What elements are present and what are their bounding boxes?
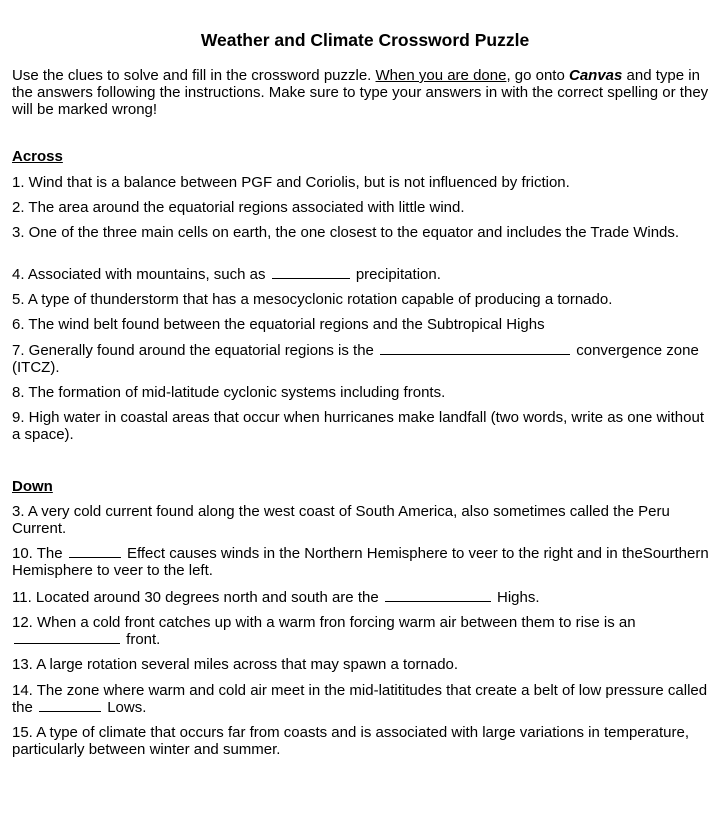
across-clue-5: 5. A type of thunderstorm that has a mesocyclonic rotation capable of producing a tornado.	[12, 291, 613, 308]
answer-blank	[39, 699, 101, 712]
down-clue-15: 15. A type of climate that occurs far from coasts and is associated with large variations in temperature, particularly between winter and summer.	[12, 724, 689, 758]
across-clue-1: 1. Wind that is a balance between PGF and Coriolis, but is not influenced by friction.	[12, 174, 570, 191]
across-clue-7-text-b: convergence zone (ITCZ).	[12, 342, 699, 376]
instructions-paragraph	[12, 67, 712, 118]
answer-blank	[14, 631, 120, 644]
down-clue-3: 3. A very cold current found along the west coast of South America, also sometimes called the Peru Current.	[12, 503, 670, 537]
instructions-text-1: Use the clues to solve and fill in the crossword puzzle.	[12, 67, 376, 84]
across-clue-6: 6. The wind belt found between the equatorial regions and the Subtropical Highs	[12, 316, 545, 333]
answer-blank	[272, 266, 350, 279]
down-clue-12-text-b: front.	[126, 631, 161, 648]
instructions-text-3: and type in the answers following the instructions. Make sure to type your answers in with the correct spelling or they will be marked wrong!	[12, 67, 709, 118]
down-clue-14	[12, 682, 714, 716]
down-clue-11	[12, 589, 714, 606]
across-clue-3: 3. One of the three main cells on earth, the one closest to the equator and includes the Trade Winds.	[12, 224, 680, 241]
answer-blank	[385, 589, 491, 602]
down-clue-13: 13. A large rotation several miles across that may spawn a tornado.	[12, 656, 459, 673]
down-clue-14-text-b: Lows.	[107, 699, 147, 716]
down-clue-14-text-a: 14. The zone where warm and cold air meet in the mid-latititudes that create a belt of low pressure called the	[12, 682, 708, 716]
across-clue-4	[12, 266, 714, 283]
across-clue-7-text-a: 7. Generally found around the equatorial regions is the	[12, 342, 374, 359]
across-clue-8: 8. The formation of mid-latitude cyclonic systems including fronts.	[12, 384, 446, 401]
down-clue-12	[12, 614, 714, 648]
across-clue-9: 9. High water in coastal areas that occur when hurricanes make landfall (two words, write as one without a space).	[12, 409, 704, 443]
instructions-canvas: Canvas	[569, 67, 623, 84]
across-clue-4-text-a: 4. Associated with mountains, such as	[12, 266, 266, 283]
down-clue-12-text-a: 12. When a cold front catches up with a warm fron forcing warm air between them to rise is an	[12, 614, 636, 631]
across-clue-4-text-b: precipitation.	[355, 266, 441, 283]
down-clue-10-text-b: Effect causes winds in the Northern Hemisphere to veer to the right and in theSourthern Hemisphere to veer to the left.	[12, 545, 709, 579]
down-heading: Down	[12, 478, 53, 495]
answer-blank	[69, 545, 121, 558]
down-clue-10	[12, 545, 714, 579]
across-heading: Across	[12, 148, 63, 165]
instructions-text-2: , go onto	[506, 67, 569, 84]
down-clue-10-text-a: 10. The	[12, 545, 63, 562]
down-clue-11-text-a: 11. Located around 30 degrees north and south are the	[12, 589, 379, 606]
across-clue-2: 2. The area around the equatorial regions associated with little wind.	[12, 199, 465, 216]
down-clue-11-text-b: Highs.	[497, 589, 540, 606]
answer-blank	[380, 342, 570, 355]
instructions-underlined: When you are done	[375, 67, 507, 84]
page-title: Weather and Climate Crossword Puzzle	[200, 30, 530, 50]
across-clue-7	[12, 342, 714, 376]
